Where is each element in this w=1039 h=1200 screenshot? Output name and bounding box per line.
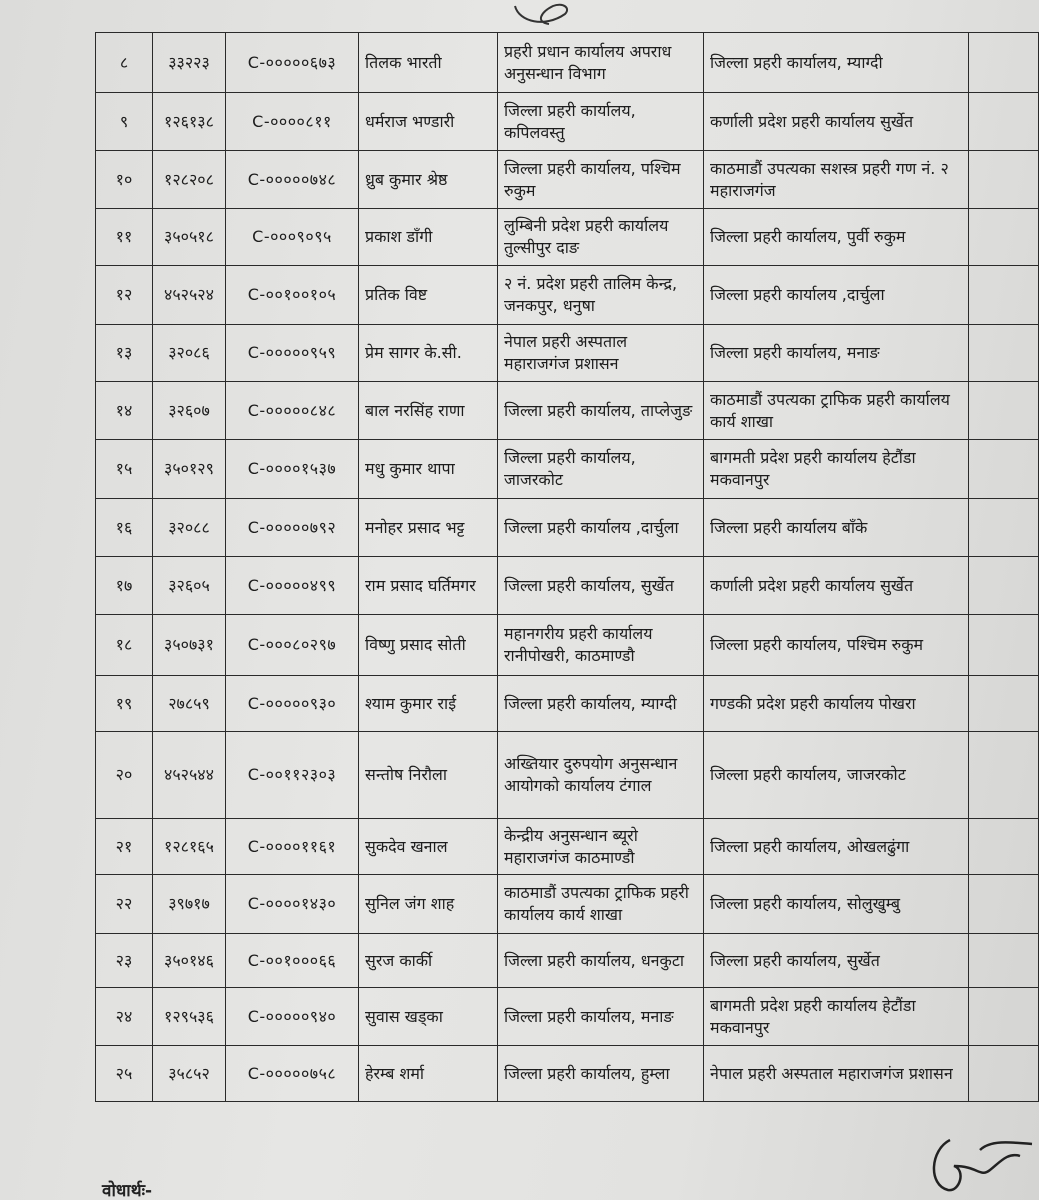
blank-cell	[969, 325, 1039, 382]
employee-id-cell: ४५२५४४	[153, 732, 226, 819]
current-office-cell: जिल्ला प्रहरी कार्यालय, सुर्खेत	[498, 557, 704, 615]
table-row	[96, 499, 1039, 557]
employee-id-cell: ३३२२३	[153, 33, 226, 93]
code-number-cell: C-०००००६७३	[226, 33, 359, 93]
code-number-cell: C-०००००७९२	[226, 499, 359, 557]
serial-number-cell: ११	[96, 209, 153, 266]
employee-id-cell: ३५०७३१	[153, 615, 226, 676]
footer-label: वोधार्थः-	[102, 1181, 153, 1200]
current-office-cell: लुम्बिनी प्रदेश प्रहरी कार्यालय तुल्सीपुर दाङ	[498, 209, 704, 266]
blank-cell	[969, 557, 1039, 615]
serial-number-cell: २१	[96, 819, 153, 875]
table-row	[96, 325, 1039, 382]
table-row	[96, 440, 1039, 499]
current-office-cell: केन्द्रीय अनुसन्धान ब्यूरो महाराजगंज काठमाण्डौ	[498, 819, 704, 875]
code-number-cell: C-०००००८४८	[226, 382, 359, 440]
serial-number-cell: १४	[96, 382, 153, 440]
blank-cell	[969, 93, 1039, 151]
signature	[920, 1130, 1039, 1200]
employee-id-cell: १२६१३८	[153, 93, 226, 151]
serial-number-cell: २२	[96, 875, 153, 934]
serial-number-cell: १२	[96, 266, 153, 325]
serial-number-cell: १६	[96, 499, 153, 557]
transfer-office-cell: जिल्ला प्रहरी कार्यालय, पुर्वी रुकुम	[704, 209, 969, 266]
transfer-office-cell: जिल्ला प्रहरी कार्यालय, मनाङ	[704, 325, 969, 382]
blank-cell	[969, 934, 1039, 988]
employee-id-cell: १२९५३६	[153, 988, 226, 1046]
table-row	[96, 819, 1039, 875]
serial-number-cell: १९	[96, 676, 153, 732]
blank-cell	[969, 988, 1039, 1046]
current-office-cell: जिल्ला प्रहरी कार्यालय, धनकुटा	[498, 934, 704, 988]
current-office-cell: जिल्ला प्रहरी कार्यालय, पश्चिम रुकुम	[498, 151, 704, 209]
name-cell: प्रेम सागर के.सी.	[359, 325, 498, 382]
current-office-cell: जिल्ला प्रहरी कार्यालय, ताप्लेजुङ	[498, 382, 704, 440]
current-office-cell: जिल्ला प्रहरी कार्यालय, हुम्ला	[498, 1046, 704, 1102]
code-number-cell: C-००००११६१	[226, 819, 359, 875]
employee-id-cell: ३२०८६	[153, 325, 226, 382]
transfer-office-cell: काठमाडौं उपत्यका ट्राफिक प्रहरी कार्यालय कार्य शाखा	[704, 382, 969, 440]
transfer-office-cell: जिल्ला प्रहरी कार्यालय, ओखलढुंगा	[704, 819, 969, 875]
transfer-office-cell: जिल्ला प्रहरी कार्यालय, पश्चिम रुकुम	[704, 615, 969, 676]
current-office-cell: काठमाडौं उपत्यका ट्राफिक प्रहरी कार्यालय कार्य शाखा	[498, 875, 704, 934]
code-number-cell: C-००००१४३०	[226, 875, 359, 934]
table-row	[96, 615, 1039, 676]
employee-id-cell: ३२६०७	[153, 382, 226, 440]
employee-id-cell: ३५०१४६	[153, 934, 226, 988]
current-office-cell: नेपाल प्रहरी अस्पताल महाराजगंज प्रशासन	[498, 325, 704, 382]
code-number-cell: C-०००००७४८	[226, 151, 359, 209]
name-cell: ध्रुब कुमार श्रेष्ठ	[359, 151, 498, 209]
code-number-cell: C-०००९०९५	[226, 209, 359, 266]
blank-cell	[969, 676, 1039, 732]
serial-number-cell: १७	[96, 557, 153, 615]
name-cell: हेरम्ब शर्मा	[359, 1046, 498, 1102]
serial-number-cell: १३	[96, 325, 153, 382]
transfer-office-cell: बागमती प्रदेश प्रहरी कार्यालय हेटौंडा मकवानपुर	[704, 440, 969, 499]
code-number-cell: C-०००००७५८	[226, 1046, 359, 1102]
table-row	[96, 732, 1039, 819]
employee-id-cell: १२८२०८	[153, 151, 226, 209]
name-cell: सुरज कार्की	[359, 934, 498, 988]
blank-cell	[969, 499, 1039, 557]
blank-cell	[969, 1046, 1039, 1102]
name-cell: बाल नरसिंह राणा	[359, 382, 498, 440]
current-office-cell: जिल्ला प्रहरी कार्यालय, म्याग्दी	[498, 676, 704, 732]
name-cell: सन्तोष निरौला	[359, 732, 498, 819]
transfer-office-cell: काठमाडौं उपत्यका सशस्त्र प्रहरी गण नं. २ महाराजगंज	[704, 151, 969, 209]
code-number-cell: C-००११२३०३	[226, 732, 359, 819]
blank-cell	[969, 875, 1039, 934]
table-row	[96, 676, 1039, 732]
serial-number-cell: २५	[96, 1046, 153, 1102]
name-cell: प्रकाश डाँगी	[359, 209, 498, 266]
table-row	[96, 209, 1039, 266]
table-row	[96, 33, 1039, 93]
code-number-cell: C-००००१५३७	[226, 440, 359, 499]
table-row	[96, 382, 1039, 440]
transfer-office-cell: जिल्ला प्रहरी कार्यालय ,दार्चुला	[704, 266, 969, 325]
serial-number-cell: २३	[96, 934, 153, 988]
name-cell: सुवास खड्का	[359, 988, 498, 1046]
employee-id-cell: ४५२५२४	[153, 266, 226, 325]
employee-id-cell: ३९७१७	[153, 875, 226, 934]
name-cell: राम प्रसाद घर्तिमगर	[359, 557, 498, 615]
code-number-cell: C-०००००९३०	[226, 676, 359, 732]
transfer-office-cell: नेपाल प्रहरी अस्पताल महाराजगंज प्रशासन	[704, 1046, 969, 1102]
serial-number-cell: १८	[96, 615, 153, 676]
employee-id-cell: १२८१६५	[153, 819, 226, 875]
code-number-cell: C-०००००९४०	[226, 988, 359, 1046]
current-office-cell: प्रहरी प्रधान कार्यालय अपराध अनुसन्धान विभाग	[498, 33, 704, 93]
employee-id-cell: २७८५९	[153, 676, 226, 732]
name-cell: मधु कुमार थापा	[359, 440, 498, 499]
name-cell: सुकदेव खनाल	[359, 819, 498, 875]
blank-cell	[969, 732, 1039, 819]
transfer-office-cell: जिल्ला प्रहरी कार्यालय बाँके	[704, 499, 969, 557]
current-office-cell: अख्तियार दुरुपयोग अनुसन्धान आयोगको कार्यालय टंगाल	[498, 732, 704, 819]
table-row	[96, 93, 1039, 151]
blank-cell	[969, 440, 1039, 499]
serial-number-cell: २०	[96, 732, 153, 819]
transfer-table	[95, 32, 1039, 1102]
blank-cell	[969, 151, 1039, 209]
code-number-cell: C-००००८११	[226, 93, 359, 151]
transfer-office-cell: कर्णाली प्रदेश प्रहरी कार्यालय सुर्खेत	[704, 557, 969, 615]
transfer-office-cell: गण्डकी प्रदेश प्रहरी कार्यालय पोखरा	[704, 676, 969, 732]
transfer-office-cell: जिल्ला प्रहरी कार्यालय, सुर्खेत	[704, 934, 969, 988]
transfer-office-cell: जिल्ला प्रहरी कार्यालय, जाजरकोट	[704, 732, 969, 819]
blank-cell	[969, 819, 1039, 875]
employee-id-cell: ३५०१२९	[153, 440, 226, 499]
current-office-cell: जिल्ला प्रहरी कार्यालय, जाजरकोट	[498, 440, 704, 499]
code-number-cell: C-०००००४९९	[226, 557, 359, 615]
blank-cell	[969, 266, 1039, 325]
transfer-office-cell: जिल्ला प्रहरी कार्यालय, म्याग्दी	[704, 33, 969, 93]
code-number-cell: C-००१०००६६	[226, 934, 359, 988]
current-office-cell: जिल्ला प्रहरी कार्यालय ,दार्चुला	[498, 499, 704, 557]
name-cell: प्रतिक विष्ट	[359, 266, 498, 325]
transfer-office-cell: जिल्ला प्रहरी कार्यालय, सोलुखुम्बु	[704, 875, 969, 934]
current-office-cell: २ नं. प्रदेश प्रहरी तालिम केन्द्र, जनकपुर, धनुषा	[498, 266, 704, 325]
table-row	[96, 557, 1039, 615]
table-row	[96, 266, 1039, 325]
name-cell: धर्मराज भण्डारी	[359, 93, 498, 151]
table-row	[96, 875, 1039, 934]
serial-number-cell: १०	[96, 151, 153, 209]
name-cell: मनोहर प्रसाद भट्ट	[359, 499, 498, 557]
table-row	[96, 151, 1039, 209]
name-cell: तिलक भारती	[359, 33, 498, 93]
code-number-cell: C-००१००१०५	[226, 266, 359, 325]
name-cell: विष्णु प्रसाद सोती	[359, 615, 498, 676]
current-office-cell: जिल्ला प्रहरी कार्यालय, मनाङ	[498, 988, 704, 1046]
code-number-cell: C-०००८०२९७	[226, 615, 359, 676]
table-row	[96, 988, 1039, 1046]
table-row	[96, 1046, 1039, 1102]
blank-cell	[969, 382, 1039, 440]
serial-number-cell: ९	[96, 93, 153, 151]
employee-id-cell: ३२६०५	[153, 557, 226, 615]
serial-number-cell: ८	[96, 33, 153, 93]
serial-number-cell: २४	[96, 988, 153, 1046]
transfer-office-cell: कर्णाली प्रदेश प्रहरी कार्यालय सुर्खेत	[704, 93, 969, 151]
code-number-cell: C-०००००९५९	[226, 325, 359, 382]
serial-number-cell: १५	[96, 440, 153, 499]
table-row	[96, 934, 1039, 988]
employee-id-cell: ३५०५१८	[153, 209, 226, 266]
blank-cell	[969, 209, 1039, 266]
employee-id-cell: ३२०८८	[153, 499, 226, 557]
blank-cell	[969, 615, 1039, 676]
transfer-office-cell: बागमती प्रदेश प्रहरी कार्यालय हेटौंडा मकवानपुर	[704, 988, 969, 1046]
employee-id-cell: ३५८५२	[153, 1046, 226, 1102]
blank-cell	[969, 33, 1039, 93]
current-office-cell: जिल्ला प्रहरी कार्यालय, कपिलवस्तु	[498, 93, 704, 151]
current-office-cell: महानगरीय प्रहरी कार्यालय रानीपोखरी, काठमाण्डौ	[498, 615, 704, 676]
handwritten-mark-top	[505, 0, 585, 34]
name-cell: श्याम कुमार राई	[359, 676, 498, 732]
name-cell: सुनिल जंग शाह	[359, 875, 498, 934]
